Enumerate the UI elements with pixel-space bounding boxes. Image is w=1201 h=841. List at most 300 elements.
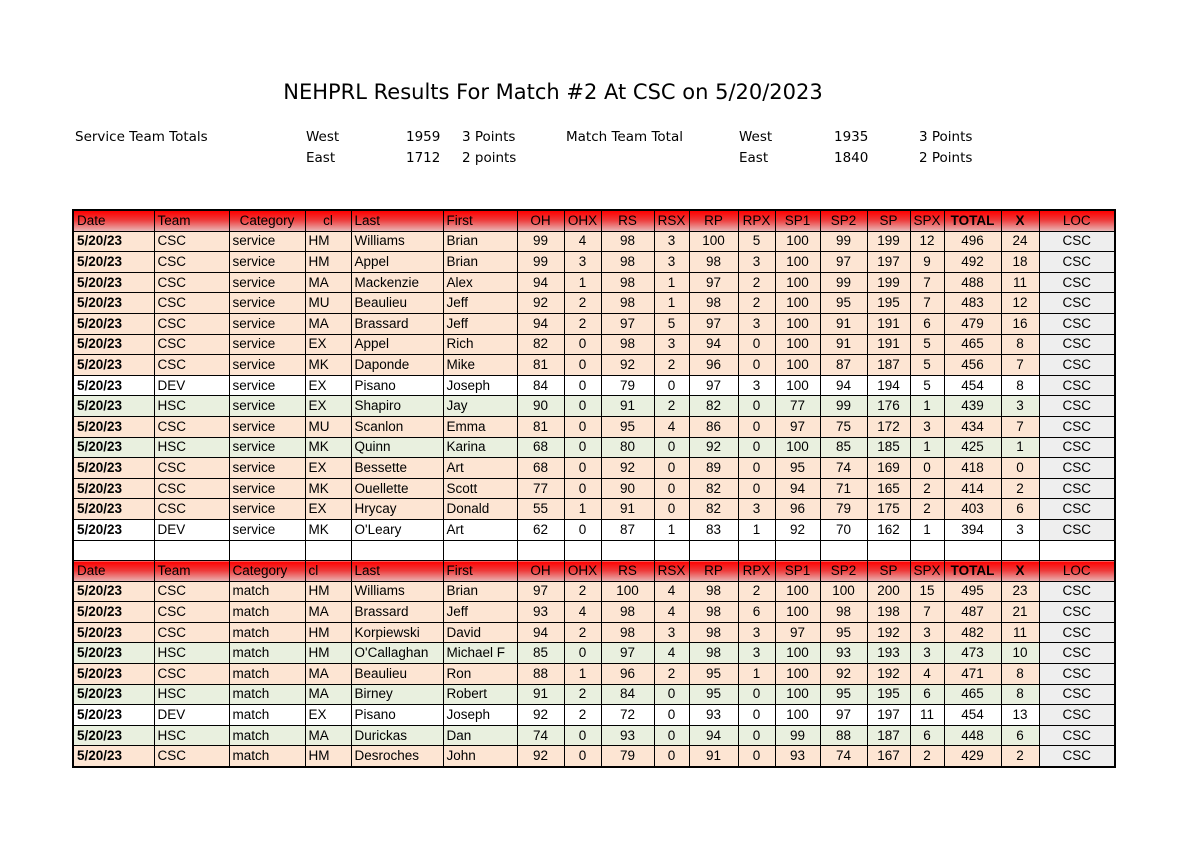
cell-oh: 55 bbox=[517, 499, 564, 520]
cell-spx: 11 bbox=[910, 705, 944, 726]
cell-rp: 94 bbox=[689, 725, 738, 746]
cell-total: 456 bbox=[944, 355, 1001, 376]
cell-loc: CSC bbox=[1039, 499, 1115, 520]
cell-team: CSC bbox=[154, 334, 229, 355]
cell-category: service bbox=[229, 293, 305, 314]
cell-loc: CSC bbox=[1039, 334, 1115, 355]
cell-total: 465 bbox=[944, 334, 1001, 355]
cell-cl: EX bbox=[305, 396, 351, 417]
cell-rs: 80 bbox=[601, 437, 654, 458]
cell-x: 10 bbox=[1001, 643, 1039, 664]
cell-sp2: 94 bbox=[820, 375, 867, 396]
cell-oh: 84 bbox=[517, 375, 564, 396]
column-header-sp2: SP2 bbox=[820, 561, 867, 582]
cell-total: 448 bbox=[944, 725, 1001, 746]
match-east-score: 1840 bbox=[834, 150, 869, 166]
column-header-last: Last bbox=[351, 210, 443, 231]
cell-last: Desroches bbox=[351, 746, 443, 767]
cell-spx: 7 bbox=[910, 602, 944, 623]
cell-cl: MA bbox=[305, 313, 351, 334]
column-header-rsx: RSX bbox=[654, 561, 689, 582]
match-header-row bbox=[73, 561, 1115, 582]
cell-sp: 195 bbox=[867, 293, 910, 314]
cell-rsx: 0 bbox=[654, 746, 689, 767]
cell-ohx: 0 bbox=[564, 746, 601, 767]
cell-sp1: 100 bbox=[775, 313, 820, 334]
cell-ohx: 0 bbox=[564, 334, 601, 355]
cell-first: Donald bbox=[443, 499, 517, 520]
service-table-row bbox=[73, 458, 1115, 479]
cell-category: service bbox=[229, 355, 305, 376]
cell-total: 454 bbox=[944, 375, 1001, 396]
service-table-row bbox=[73, 313, 1115, 334]
cell-category: match bbox=[229, 684, 305, 705]
cell-ohx: 1 bbox=[564, 499, 601, 520]
cell-oh: 92 bbox=[517, 293, 564, 314]
cell-first: Dan bbox=[443, 725, 517, 746]
cell-loc: CSC bbox=[1039, 725, 1115, 746]
cell-category: match bbox=[229, 746, 305, 767]
cell-first: Art bbox=[443, 458, 517, 479]
cell-team: HSC bbox=[154, 725, 229, 746]
cell-sp: 193 bbox=[867, 643, 910, 664]
service-table-row bbox=[73, 293, 1115, 314]
cell-last: Appel bbox=[351, 334, 443, 355]
cell-cl: MU bbox=[305, 293, 351, 314]
cell-sp: 200 bbox=[867, 581, 910, 602]
column-header-category: Category bbox=[229, 210, 305, 231]
cell-rp: 86 bbox=[689, 416, 738, 437]
cell-category: service bbox=[229, 272, 305, 293]
cell-rpx: 3 bbox=[738, 375, 775, 396]
cell-team: DEV bbox=[154, 375, 229, 396]
cell-ohx: 2 bbox=[564, 622, 601, 643]
cell-cl: EX bbox=[305, 334, 351, 355]
match-west-team: West bbox=[739, 129, 773, 145]
column-header-sp1: SP1 bbox=[775, 561, 820, 582]
cell-team: CSC bbox=[154, 746, 229, 767]
cell-first: Karina bbox=[443, 437, 517, 458]
cell-cl: MA bbox=[305, 684, 351, 705]
cell-last: Mackenzie bbox=[351, 272, 443, 293]
cell-category: service bbox=[229, 252, 305, 273]
cell-rpx: 0 bbox=[738, 705, 775, 726]
service-totals-label: Service Team Totals bbox=[75, 129, 208, 145]
cell-total: 479 bbox=[944, 313, 1001, 334]
cell-first: Rich bbox=[443, 334, 517, 355]
cell-rsx: 0 bbox=[654, 499, 689, 520]
cell-sp2: 95 bbox=[820, 684, 867, 705]
column-header-rsx: RSX bbox=[654, 210, 689, 231]
cell-rsx: 4 bbox=[654, 581, 689, 602]
cell-ohx: 1 bbox=[564, 664, 601, 685]
cell-category: service bbox=[229, 458, 305, 479]
cell-rs: 98 bbox=[601, 231, 654, 252]
cell-x: 0 bbox=[1001, 458, 1039, 479]
cell-first: Robert bbox=[443, 684, 517, 705]
cell-rpx: 2 bbox=[738, 581, 775, 602]
cell-rpx: 0 bbox=[738, 684, 775, 705]
service-east-team: East bbox=[306, 150, 336, 166]
cell-sp1: 100 bbox=[775, 581, 820, 602]
cell-rpx: 2 bbox=[738, 272, 775, 293]
column-header-total: TOTAL bbox=[944, 210, 1001, 231]
service-table-row bbox=[73, 396, 1115, 417]
cell-loc: CSC bbox=[1039, 375, 1115, 396]
cell-spx: 6 bbox=[910, 684, 944, 705]
cell-last: Pisano bbox=[351, 375, 443, 396]
match-table-row bbox=[73, 684, 1115, 705]
match-table-row bbox=[73, 746, 1115, 767]
column-header-total: TOTAL bbox=[944, 561, 1001, 582]
cell-first: Mike bbox=[443, 355, 517, 376]
cell-first: John bbox=[443, 746, 517, 767]
cell-oh: 77 bbox=[517, 478, 564, 499]
cell-cl: HM bbox=[305, 252, 351, 273]
column-header-spx: SPX bbox=[910, 561, 944, 582]
cell-total: 403 bbox=[944, 499, 1001, 520]
cell-sp1: 100 bbox=[775, 643, 820, 664]
cell-sp2: 97 bbox=[820, 705, 867, 726]
column-header-first: First bbox=[443, 210, 517, 231]
cell-oh: 99 bbox=[517, 231, 564, 252]
cell-rsx: 0 bbox=[654, 705, 689, 726]
cell-date: 5/20/23 bbox=[73, 622, 154, 643]
cell-sp2: 87 bbox=[820, 355, 867, 376]
cell-rp: 82 bbox=[689, 396, 738, 417]
service-table-row bbox=[73, 252, 1115, 273]
cell-category: service bbox=[229, 416, 305, 437]
service-table-row bbox=[73, 334, 1115, 355]
cell-rp: 91 bbox=[689, 746, 738, 767]
cell-team: CSC bbox=[154, 293, 229, 314]
cell-rp: 89 bbox=[689, 458, 738, 479]
cell-x: 7 bbox=[1001, 355, 1039, 376]
cell-cl: EX bbox=[305, 375, 351, 396]
cell-last: Korpiewski bbox=[351, 622, 443, 643]
cell-sp2: 91 bbox=[820, 313, 867, 334]
cell-date: 5/20/23 bbox=[73, 375, 154, 396]
cell-rs: 79 bbox=[601, 375, 654, 396]
cell-date: 5/20/23 bbox=[73, 664, 154, 685]
cell-sp1: 100 bbox=[775, 437, 820, 458]
cell-rs: 72 bbox=[601, 705, 654, 726]
cell-rs: 79 bbox=[601, 746, 654, 767]
cell-loc: CSC bbox=[1039, 684, 1115, 705]
cell-rp: 95 bbox=[689, 664, 738, 685]
cell-rpx: 0 bbox=[738, 725, 775, 746]
cell-sp1: 95 bbox=[775, 458, 820, 479]
cell-sp: 192 bbox=[867, 622, 910, 643]
cell-sp: 185 bbox=[867, 437, 910, 458]
cell-oh: 94 bbox=[517, 313, 564, 334]
cell-rp: 98 bbox=[689, 602, 738, 623]
column-header-rpx: RPX bbox=[738, 561, 775, 582]
cell-date: 5/20/23 bbox=[73, 416, 154, 437]
cell-loc: CSC bbox=[1039, 416, 1115, 437]
cell-rp: 82 bbox=[689, 499, 738, 520]
service-header-row bbox=[73, 210, 1115, 231]
cell-team: CSC bbox=[154, 478, 229, 499]
match-west-points: 3 Points bbox=[919, 129, 973, 145]
cell-rpx: 0 bbox=[738, 437, 775, 458]
cell-team: HSC bbox=[154, 643, 229, 664]
cell-rsx: 3 bbox=[654, 622, 689, 643]
cell-sp: 199 bbox=[867, 231, 910, 252]
cell-spx: 15 bbox=[910, 581, 944, 602]
cell-rp: 97 bbox=[689, 313, 738, 334]
service-table-row bbox=[73, 272, 1115, 293]
cell-spx: 7 bbox=[910, 272, 944, 293]
cell-ohx: 4 bbox=[564, 231, 601, 252]
cell-team: CSC bbox=[154, 622, 229, 643]
cell-sp1: 100 bbox=[775, 602, 820, 623]
cell-sp1: 96 bbox=[775, 499, 820, 520]
cell-sp: 167 bbox=[867, 746, 910, 767]
cell-first: Brian bbox=[443, 252, 517, 273]
cell-rs: 98 bbox=[601, 272, 654, 293]
cell-rsx: 3 bbox=[654, 252, 689, 273]
cell-ohx: 2 bbox=[564, 705, 601, 726]
cell-rpx: 0 bbox=[738, 396, 775, 417]
cell-total: 483 bbox=[944, 293, 1001, 314]
cell-total: 418 bbox=[944, 458, 1001, 479]
cell-rpx: 2 bbox=[738, 293, 775, 314]
cell-rs: 91 bbox=[601, 396, 654, 417]
cell-x: 8 bbox=[1001, 684, 1039, 705]
cell-sp1: 99 bbox=[775, 725, 820, 746]
cell-total: 454 bbox=[944, 705, 1001, 726]
cell-team: CSC bbox=[154, 313, 229, 334]
cell-sp2: 99 bbox=[820, 396, 867, 417]
cell-oh: 68 bbox=[517, 458, 564, 479]
service-table-row bbox=[73, 416, 1115, 437]
cell-rsx: 0 bbox=[654, 437, 689, 458]
cell-rs: 98 bbox=[601, 334, 654, 355]
cell-sp1: 100 bbox=[775, 334, 820, 355]
cell-sp2: 79 bbox=[820, 499, 867, 520]
service-table-row bbox=[73, 437, 1115, 458]
cell-total: 429 bbox=[944, 746, 1001, 767]
cell-first: Ron bbox=[443, 664, 517, 685]
column-header-sp: SP bbox=[867, 561, 910, 582]
cell-date: 5/20/23 bbox=[73, 746, 154, 767]
cell-cl: MA bbox=[305, 725, 351, 746]
results-table bbox=[72, 209, 1116, 768]
cell-x: 8 bbox=[1001, 375, 1039, 396]
cell-sp2: 91 bbox=[820, 334, 867, 355]
cell-date: 5/20/23 bbox=[73, 705, 154, 726]
cell-loc: CSC bbox=[1039, 437, 1115, 458]
cell-sp: 162 bbox=[867, 519, 910, 540]
service-table-row bbox=[73, 519, 1115, 540]
cell-last: Appel bbox=[351, 252, 443, 273]
cell-category: service bbox=[229, 519, 305, 540]
column-header-sp2: SP2 bbox=[820, 210, 867, 231]
cell-rpx: 3 bbox=[738, 313, 775, 334]
cell-rpx: 3 bbox=[738, 499, 775, 520]
cell-total: 487 bbox=[944, 602, 1001, 623]
cell-oh: 97 bbox=[517, 581, 564, 602]
cell-rsx: 3 bbox=[654, 334, 689, 355]
cell-team: CSC bbox=[154, 355, 229, 376]
cell-x: 3 bbox=[1001, 519, 1039, 540]
cell-last: O'Callaghan bbox=[351, 643, 443, 664]
cell-category: match bbox=[229, 725, 305, 746]
cell-rpx: 1 bbox=[738, 519, 775, 540]
cell-category: service bbox=[229, 231, 305, 252]
cell-sp1: 94 bbox=[775, 478, 820, 499]
cell-spx: 2 bbox=[910, 499, 944, 520]
cell-rpx: 0 bbox=[738, 334, 775, 355]
cell-first: Scott bbox=[443, 478, 517, 499]
cell-ohx: 0 bbox=[564, 519, 601, 540]
cell-ohx: 0 bbox=[564, 437, 601, 458]
cell-date: 5/20/23 bbox=[73, 334, 154, 355]
cell-rpx: 3 bbox=[738, 252, 775, 273]
cell-sp: 172 bbox=[867, 416, 910, 437]
cell-cl: HM bbox=[305, 746, 351, 767]
cell-rsx: 0 bbox=[654, 375, 689, 396]
cell-x: 11 bbox=[1001, 272, 1039, 293]
cell-first: Michael F bbox=[443, 643, 517, 664]
cell-rs: 91 bbox=[601, 499, 654, 520]
cell-loc: CSC bbox=[1039, 458, 1115, 479]
cell-last: Beaulieu bbox=[351, 664, 443, 685]
cell-spx: 2 bbox=[910, 478, 944, 499]
cell-sp2: 74 bbox=[820, 746, 867, 767]
cell-rpx: 0 bbox=[738, 746, 775, 767]
cell-spx: 5 bbox=[910, 355, 944, 376]
column-header-loc: LOC bbox=[1039, 210, 1115, 231]
cell-oh: 92 bbox=[517, 705, 564, 726]
cell-rpx: 3 bbox=[738, 643, 775, 664]
cell-rs: 98 bbox=[601, 293, 654, 314]
cell-ohx: 2 bbox=[564, 293, 601, 314]
column-header-oh: OH bbox=[517, 210, 564, 231]
cell-last: Beaulieu bbox=[351, 293, 443, 314]
column-header-x: X bbox=[1001, 561, 1039, 582]
cell-total: 439 bbox=[944, 396, 1001, 417]
cell-team: HSC bbox=[154, 437, 229, 458]
cell-rs: 92 bbox=[601, 355, 654, 376]
cell-x: 18 bbox=[1001, 252, 1039, 273]
cell-first: Alex bbox=[443, 272, 517, 293]
column-header-ohx: OHX bbox=[564, 561, 601, 582]
column-header-rs: RS bbox=[601, 210, 654, 231]
cell-sp: 187 bbox=[867, 725, 910, 746]
cell-total: 434 bbox=[944, 416, 1001, 437]
cell-last: Daponde bbox=[351, 355, 443, 376]
cell-date: 5/20/23 bbox=[73, 478, 154, 499]
cell-date: 5/20/23 bbox=[73, 725, 154, 746]
cell-x: 23 bbox=[1001, 581, 1039, 602]
cell-ohx: 3 bbox=[564, 252, 601, 273]
cell-rsx: 2 bbox=[654, 396, 689, 417]
cell-sp2: 100 bbox=[820, 581, 867, 602]
cell-sp2: 92 bbox=[820, 664, 867, 685]
cell-spx: 12 bbox=[910, 231, 944, 252]
cell-last: Durickas bbox=[351, 725, 443, 746]
cell-total: 425 bbox=[944, 437, 1001, 458]
cell-rp: 92 bbox=[689, 437, 738, 458]
cell-date: 5/20/23 bbox=[73, 643, 154, 664]
column-header-date: Date bbox=[73, 210, 154, 231]
column-header-spx: SPX bbox=[910, 210, 944, 231]
cell-sp2: 99 bbox=[820, 231, 867, 252]
cell-total: 482 bbox=[944, 622, 1001, 643]
column-header-rpx: RPX bbox=[738, 210, 775, 231]
cell-ohx: 2 bbox=[564, 313, 601, 334]
cell-loc: CSC bbox=[1039, 231, 1115, 252]
cell-rsx: 1 bbox=[654, 293, 689, 314]
cell-loc: CSC bbox=[1039, 396, 1115, 417]
cell-rs: 96 bbox=[601, 664, 654, 685]
cell-ohx: 0 bbox=[564, 458, 601, 479]
cell-team: CSC bbox=[154, 602, 229, 623]
cell-sp2: 95 bbox=[820, 293, 867, 314]
cell-total: 414 bbox=[944, 478, 1001, 499]
cell-ohx: 0 bbox=[564, 643, 601, 664]
cell-rs: 84 bbox=[601, 684, 654, 705]
cell-rs: 98 bbox=[601, 602, 654, 623]
cell-loc: CSC bbox=[1039, 643, 1115, 664]
cell-cl: MK bbox=[305, 519, 351, 540]
cell-loc: CSC bbox=[1039, 581, 1115, 602]
cell-date: 5/20/23 bbox=[73, 458, 154, 479]
cell-rsx: 1 bbox=[654, 519, 689, 540]
cell-last: Birney bbox=[351, 684, 443, 705]
cell-x: 3 bbox=[1001, 396, 1039, 417]
cell-last: O'Leary bbox=[351, 519, 443, 540]
cell-rs: 100 bbox=[601, 581, 654, 602]
cell-rs: 97 bbox=[601, 313, 654, 334]
cell-spx: 6 bbox=[910, 725, 944, 746]
column-header-team: Team bbox=[154, 210, 229, 231]
cell-team: CSC bbox=[154, 458, 229, 479]
cell-first: Jeff bbox=[443, 313, 517, 334]
service-west-points: 3 Points bbox=[462, 129, 516, 145]
column-header-rp: RP bbox=[689, 210, 738, 231]
service-table-row bbox=[73, 231, 1115, 252]
cell-spx: 0 bbox=[910, 458, 944, 479]
cell-ohx: 1 bbox=[564, 272, 601, 293]
cell-cl: MA bbox=[305, 664, 351, 685]
cell-oh: 81 bbox=[517, 355, 564, 376]
cell-rsx: 0 bbox=[654, 478, 689, 499]
cell-category: service bbox=[229, 313, 305, 334]
match-table-row bbox=[73, 643, 1115, 664]
cell-sp1: 100 bbox=[775, 272, 820, 293]
cell-sp: 169 bbox=[867, 458, 910, 479]
cell-total: 496 bbox=[944, 231, 1001, 252]
match-table-row bbox=[73, 602, 1115, 623]
cell-rpx: 3 bbox=[738, 622, 775, 643]
cell-date: 5/20/23 bbox=[73, 293, 154, 314]
column-header-sp1: SP1 bbox=[775, 210, 820, 231]
cell-sp: 197 bbox=[867, 705, 910, 726]
cell-loc: CSC bbox=[1039, 622, 1115, 643]
cell-sp1: 100 bbox=[775, 231, 820, 252]
cell-total: 473 bbox=[944, 643, 1001, 664]
cell-date: 5/20/23 bbox=[73, 396, 154, 417]
cell-x: 24 bbox=[1001, 231, 1039, 252]
cell-cl: HM bbox=[305, 622, 351, 643]
cell-first: Joseph bbox=[443, 705, 517, 726]
cell-loc: CSC bbox=[1039, 705, 1115, 726]
cell-sp2: 97 bbox=[820, 252, 867, 273]
spacer-section bbox=[73, 540, 1115, 561]
